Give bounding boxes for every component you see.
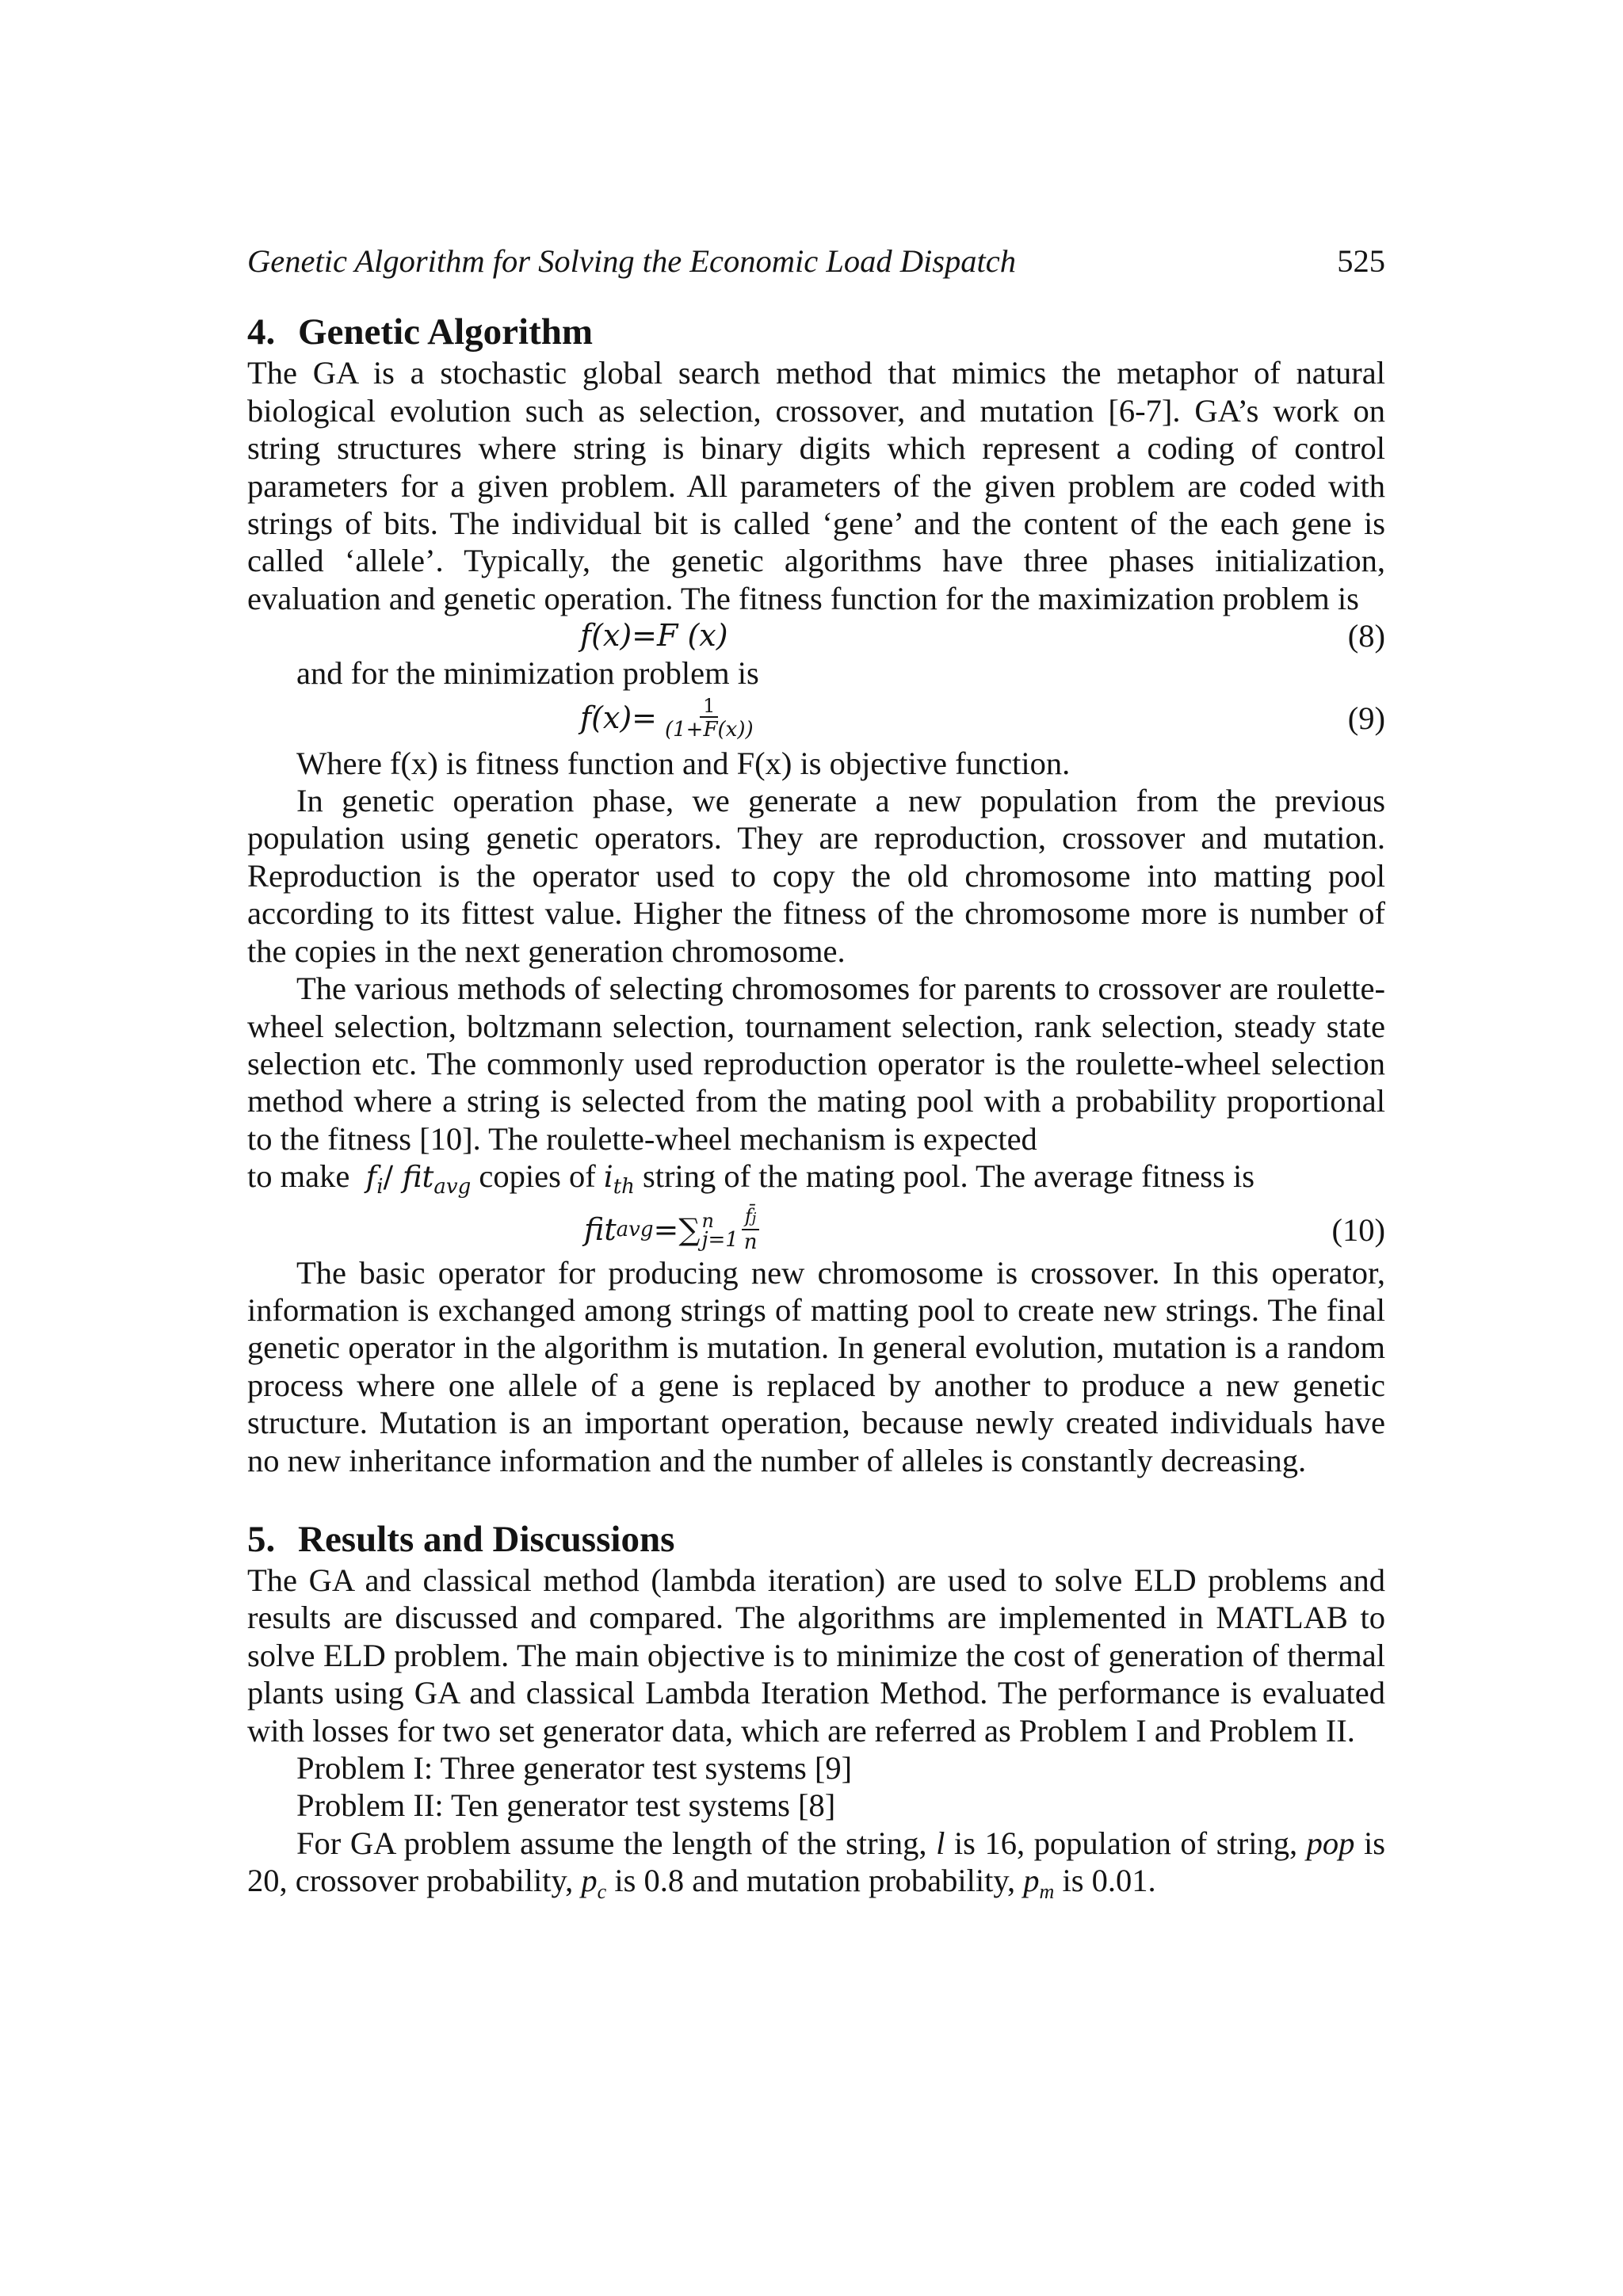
section-4-title: Genetic Algorithm [298, 311, 594, 353]
where-text: Where f(x) is fitness function and F(x) is objective function. [296, 745, 1071, 781]
section-gap [247, 1479, 1385, 1517]
section-4-paragraph-4: The basic operator for producing new chromosome is crossover. In this operator, information is exchanged among strings of matting pool to create new strings. The final genetic operator in the algorithm is mutation. In general evolution, mutation is a random process where one allele of a gene is replaced by another to produce a new genetic structure. Mutation is an important operation, because newly created individuals have no new inheritance information and the number of alleles is constantly decreasing. [247, 1254, 1385, 1478]
ga-parameters [247, 1825, 1385, 1911]
equation-8-rhs: F (x) [657, 618, 728, 654]
sum-upper: n [701, 1209, 714, 1232]
section-4-paragraph-2: In genetic operation phase, we generate a new population from the previous population using genetic operators. They are reproduction, crossover and mutation. Reproduction is the operator used to copy the old chromosome into matting pool according to its fittest value. Higher the fitness of the chromosome more is number of the copies in the next generation chromosome. [247, 783, 1385, 969]
minimization-text: and for the minimization problem is [296, 655, 759, 692]
ga-pm: p [1023, 1863, 1040, 1899]
p3-end-post: string of the mating pool. The average fitness is [643, 1158, 1254, 1195]
ga-t3: is 20, crossover probability, [247, 1825, 1385, 1899]
ga-t4: is 0.8 and mutation probability, [606, 1863, 1024, 1899]
section-5-title: Results and Discussions [298, 1518, 675, 1560]
equation-9-lhs: f(x) [580, 700, 632, 735]
fi-base: f [365, 1160, 377, 1195]
equation-10-numerator [742, 1206, 759, 1230]
ith-symbol [603, 1160, 635, 1199]
equation-10 [247, 1207, 1385, 1254]
equation-10-body [584, 1206, 759, 1254]
p3-end-pre: to make [247, 1158, 350, 1195]
sum-lower: j=1 [701, 1227, 739, 1252]
equation-10-lhs-subscript: avg [616, 1217, 654, 1241]
ith-base: i [603, 1160, 613, 1195]
ith-subscript: th [613, 1175, 635, 1199]
running-title: Genetic Algorithm for Solving the Economic Load Dispatch [247, 243, 1017, 279]
fi-subscript: i [376, 1175, 384, 1199]
slash: / [383, 1160, 403, 1195]
sum-symbol: ∑ [678, 1211, 701, 1247]
equation-8 [247, 617, 1385, 654]
ga-t1: For GA problem assume the length of the string, [296, 1825, 937, 1861]
equation-9-numerator: 1 [700, 696, 718, 718]
problem-2: Problem II: Ten generator test systems [8] [296, 1787, 836, 1824]
equation-10-equals: = [653, 1211, 679, 1247]
equation-9 [247, 692, 1385, 745]
fit-base: fit [402, 1160, 434, 1195]
equation-10-denominator: n [743, 1230, 758, 1255]
equation-9-fraction [665, 696, 754, 742]
equation-10-label: (10) [1331, 1211, 1385, 1248]
ga-pc-subscript: c [597, 1880, 607, 1904]
fit-subscript: avg [433, 1175, 472, 1199]
equation-10-lhs: fit [584, 1211, 617, 1247]
section-5-number: 5. [247, 1518, 276, 1560]
fbar: f̄ [744, 1205, 752, 1228]
section-4-number: 4. [247, 311, 276, 353]
p3-end-mid: copies of [479, 1158, 596, 1195]
equation-10-fraction [742, 1206, 759, 1254]
section-4-paragraph-3: The various methods of selecting chromosomes for parents to crossover are roulette-wheel selection, boltzmann selection, tournament selection, rank selection, steady state selection etc. The commonly used reproduction operator is the roulette-wheel selection method where a string is selected from the mating pool with a probability proportional to the fitness [10]. The roulette-wheel mechanism is expected [247, 971, 1385, 1157]
page [247, 242, 1385, 1911]
equation-9-equals: = [632, 700, 657, 735]
section-5-heading [247, 1517, 1385, 1562]
equation-8-equals: = [632, 618, 657, 654]
sum-limits [701, 1209, 739, 1252]
section-4-heading [247, 310, 1385, 354]
section-5-paragraph-1: The GA and classical method (lambda iteration) are used to solve ELD problems and results are discussed and compared. The algorithms are implemented in MATLAB to solve ELD problem. The main objective is to minimize the cost of generation of thermal plants using GA and classical Lambda Iteration Method. The performance is evaluated with losses for two set generator data, which are referred as Problem I and Problem II. [247, 1562, 1385, 1749]
ga-l: l [936, 1825, 945, 1861]
ga-t2: is 16, population of string, [945, 1825, 1307, 1861]
equation-8-label: (8) [1347, 618, 1385, 654]
ga-t5: is 0.01. [1054, 1863, 1156, 1899]
equation-9-label: (9) [1347, 700, 1385, 736]
equation-9-denominator: (1+F(x)) [665, 717, 754, 742]
ga-pop: pop [1306, 1825, 1355, 1861]
equation-8-lhs: f(x) [580, 618, 632, 654]
problem-1: Problem I: Three generator test systems [9] [296, 1750, 853, 1786]
running-head [247, 242, 1385, 280]
equation-8-body [580, 617, 728, 654]
fbar-subscript: j [751, 1210, 757, 1227]
ga-pc: p [581, 1863, 598, 1899]
ga-pm-subscript: m [1039, 1880, 1055, 1904]
section-4-paragraph-1: The GA is a stochastic global search method that mimics the metaphor of natural biological evolution such as selection, crossover, and mutation [6-7]. GA’s work on string structures where string is binary digits which represent a coding of control parameters for a given problem. All parameters of the given problem are coded with strings of bits. The individual bit is called ‘gene’ and the content of the each gene is called ‘allele’. Typically, the genetic algorithms have three phases initialization, evaluation and genetic operation. The fitness function for the maximization problem is [247, 355, 1385, 616]
equation-9-body [580, 696, 754, 742]
fi-symbol [365, 1160, 472, 1199]
section-4-paragraph-3-end [247, 1158, 1385, 1206]
page-number: 525 [1337, 243, 1385, 279]
